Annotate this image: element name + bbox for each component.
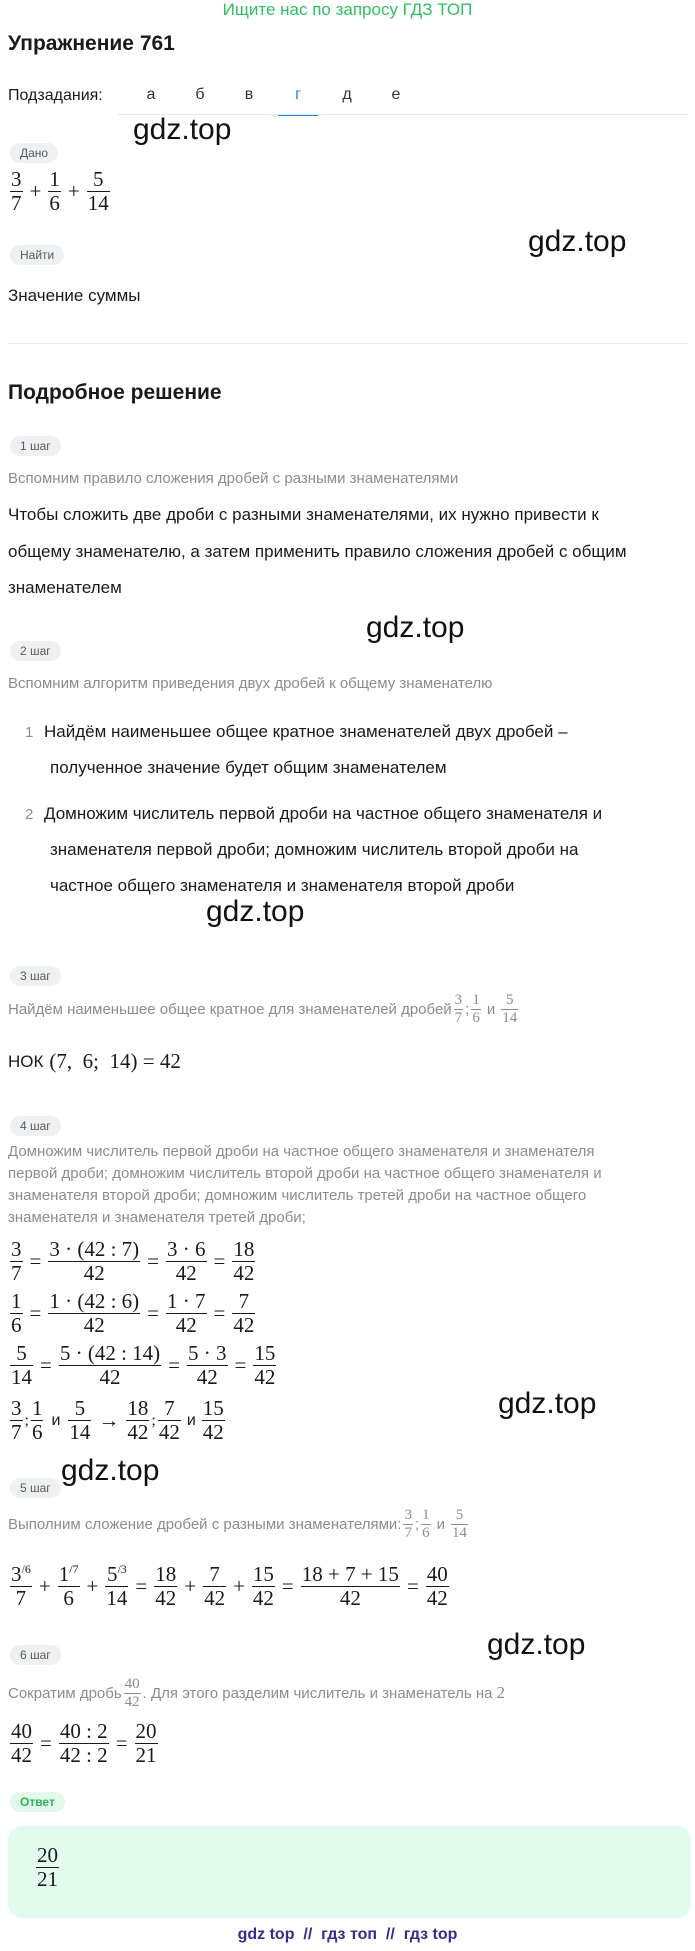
solution-title: Подробное решение — [8, 381, 222, 404]
step-pill: 1 шаг — [10, 436, 61, 456]
step-hint: Найдём наименьшее общее кратное для знаменателей дробей $\frac{3}{7}$ ; $\frac{1}{6}$ и $\frac{5}{14}$ — [8, 992, 518, 1026]
fraction: $\frac{5}{14}$ — [502, 992, 518, 1026]
watermark: gdz.top — [498, 1387, 597, 1420]
find-text: Значение суммы — [8, 286, 141, 305]
watermark: gdz.top — [528, 225, 627, 258]
step-text: Чтобы сложить две дроби с разными знаменателями, их нужно привести к — [8, 505, 599, 524]
lcm-line: НОК (7, 6; 14) = 42 — [8, 1049, 181, 1073]
equation-row: $\frac{3}{7}$ ; $\frac{1}{6}$ и $\frac{5}{14}$ → $\frac{18}{42}$ ; $\frac{7}{42}$ и $\frac{15}{42}$ — [11, 1396, 224, 1445]
fraction: $\frac{3}{7}$ — [11, 167, 22, 216]
equation-row: $\frac{3}{7}$ = $\frac{3 \cdot (42 : 7)}{42}$ = $\frac{3 \cdot 6}{42}$ = $\frac{18}{42}$ — [11, 1237, 255, 1286]
divider — [8, 343, 688, 344]
list-item: Домножим числитель первой дроби на частное общего знаменателя и — [44, 804, 603, 823]
given-expression: $\frac{3}{7}$ + $\frac{1}{6}$ + $\frac{5}{14}$ — [11, 167, 109, 216]
subtasks-label: Подзадания: — [8, 87, 103, 104]
find-pill: Найти — [10, 245, 64, 265]
step-hint: Сократим дробь $\frac{40}{42}$ . Для этого разделим числитель и знаменатель на 2 — [8, 1676, 506, 1710]
tab-d[interactable]: д — [342, 86, 352, 103]
list-number: 2 — [25, 806, 34, 823]
reduce-equation: $\frac{40}{42}$ = $\frac{40 : 2}{42 : 2}$ = $\frac{20}{21}$ — [11, 1719, 157, 1768]
list-number: 1 — [25, 724, 34, 741]
step-hint: Выполним сложение дробей с разными знаменателями: $\frac{3}{7}$ ; $\frac{1}{6}$ и $\frac{5}{14}$ — [8, 1507, 467, 1541]
list-item: частное общего знаменателя и знаменателя второй дроби — [50, 876, 515, 895]
fraction: $\frac{5}{14}$ — [87, 167, 109, 216]
fraction: $\frac{3}{7}$ — [454, 992, 463, 1026]
step-pill: 5 шаг — [10, 1478, 61, 1498]
step-pill: 3 шаг — [10, 966, 61, 986]
list-item: Найдём наименьшее общее кратное знаменателей двух дробей – — [44, 722, 568, 741]
step-hint: Домножим числитель первой дроби на частное общего знаменателя и знаменателя первой дроби; домножим числитель второй дроби на частное общего знаменателя и знаменателя второй дроби; домножим числитель третей дроби на частное общего знаменателя и знаменателя третей дроби; — [8, 1143, 602, 1226]
fraction: $\frac{1}{6}$ — [472, 992, 480, 1026]
list-item: полученное значение будет общим знаменателем — [50, 758, 447, 777]
watermark: gdz.top — [366, 611, 465, 644]
given-pill: Дано — [10, 143, 58, 163]
step-hint: Вспомним правило сложения дробей с разными знаменателями — [8, 470, 459, 487]
answer-value: $\frac{20}{21}$ — [37, 1843, 58, 1892]
tab-g[interactable]: г — [278, 86, 318, 116]
watermark: gdz.top — [487, 1628, 586, 1661]
fraction: $\frac{1}{6}$ — [49, 167, 60, 216]
step-hint: Вспомним алгоритм приведения двух дробей к общему знаменателю — [8, 675, 493, 692]
top-banner: Ищите нас по запросу ГДЗ ТОП — [222, 0, 473, 19]
step-pill: 4 шаг — [10, 1116, 61, 1136]
tab-v[interactable]: в — [244, 86, 254, 103]
step-text: общему знаменателю, а затем применить правило сложения дробей с общим — [8, 542, 627, 561]
sum-equation: $\frac{3^{/6}}{7}$ + $\frac{1^{/7}}{6}$ + $\frac{5^{/3}}{14}$ = $\frac{18}{42}$ + $\frac{7}{42}$ + $\frac{15}{42}$ = $\frac{18 + 7 + 15}{42}$ = $\frac{40}{42}$ — [11, 1562, 448, 1611]
tab-b[interactable]: б — [195, 86, 205, 103]
watermark: gdz.top — [206, 895, 305, 928]
watermark: gdz.top — [61, 1454, 160, 1487]
step-text: знаменателем — [8, 578, 122, 597]
equation-row: $\frac{1}{6}$ = $\frac{1 \cdot (42 : 6)}{42}$ = $\frac{1 \cdot 7}{42}$ = $\frac{7}{42}$ — [11, 1289, 255, 1338]
answer-box — [8, 1826, 691, 1918]
tab-e[interactable]: е — [391, 86, 401, 103]
footer-links[interactable]: gdz top // гдз топ // гдз top — [237, 1926, 458, 1943]
list-item: знаменателя первой дроби; домножим числитель второй дроби на — [50, 840, 579, 859]
page-title: Упражнение 761 — [8, 32, 175, 55]
answer-pill: Ответ — [10, 1792, 65, 1812]
watermark: gdz.top — [133, 113, 232, 146]
tab-a[interactable]: а — [146, 86, 156, 103]
step-pill: 2 шаг — [10, 641, 61, 661]
equation-row: $\frac{5}{14}$ = $\frac{5 \cdot (42 : 14)}{42}$ = $\frac{5 \cdot 3}{42}$ = $\frac{15}{42}$ — [11, 1341, 276, 1390]
step-pill: 6 шаг — [10, 1645, 61, 1665]
